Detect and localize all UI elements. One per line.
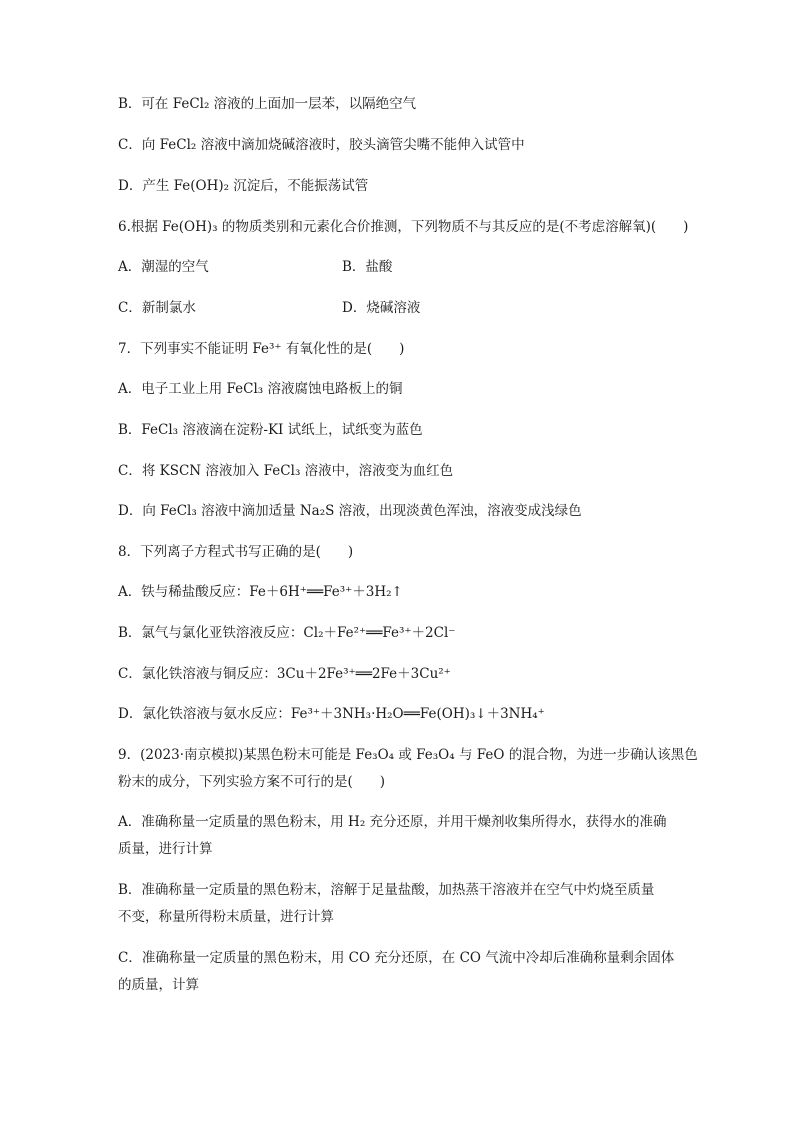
prev-option-b: B．可在 FeCl₂ 溶液的上面加一层苯，以隔绝空气 — [118, 96, 417, 112]
q7-option-a: A．电子工业上用 FeCl₃ 溶液腐蚀电路板上的铜 — [118, 381, 403, 397]
q9-stem-line2: 粉末的成分，下列实验方案不可行的是( ) — [118, 774, 386, 790]
q9-option-a-line2: 质量，进行计算 — [118, 841, 213, 857]
q9-stem-line1: 9．(2023·南京模拟)某黑色粉末可能是 Fe₃O₄ 或 Fe₃O₄ 与 FeO 的混合物，为进一步确认该黑色 — [118, 747, 698, 763]
prev-option-d: D．产生 Fe(OH)₂ 沉淀后，不能振荡试管 — [118, 178, 369, 194]
q8-option-b: B．氯气与氯化亚铁溶液反应：Cl₂＋Fe²⁺══Fe³⁺＋2Cl⁻ — [118, 625, 456, 641]
prev-option-c: C．向 FeCl₂ 溶液中滴加烧碱溶液时，胶头滴管尖嘴不能伸入试管中 — [118, 137, 525, 153]
q9-option-a-line1: A．准确称量一定质量的黑色粉末，用 H₂ 充分还原，并用干燥剂收集所得水，获得水的准确 — [118, 814, 667, 830]
q7-option-b: B．FeCl₃ 溶液滴在淀粉-KI 试纸上，试纸变为蓝色 — [118, 422, 423, 438]
q6-option-b: B．盐酸 — [342, 259, 393, 275]
q9-option-c-line1: C．准确称量一定质量的黑色粉末，用 CO 充分还原，在 CO 气流中冷却后准确称量剩余固体 — [118, 950, 675, 966]
q6-option-a: A．潮湿的空气 — [118, 259, 209, 275]
q9-option-b-line2: 不变，称量所得粉末质量，进行计算 — [118, 909, 334, 925]
q8-option-c: C．氯化铁溶液与铜反应：3Cu＋2Fe³⁺══2Fe＋3Cu²⁺ — [118, 666, 451, 682]
q6-option-d: D．烧碱溶液 — [342, 300, 421, 316]
q8-stem: 8．下列离子方程式书写正确的是( ) — [118, 544, 354, 560]
q6-stem: 6.根据 Fe(OH)₃ 的物质类别和元素化合价推测，下列物质不与其反应的是(不考虑溶解氧)( ) — [118, 219, 689, 235]
q7-option-d: D．向 FeCl₃ 溶液中滴加适量 Na₂S 溶液，出现淡黄色浑浊，溶液变成浅绿色 — [118, 503, 582, 519]
q7-stem: 7．下列事实不能证明 Fe³⁺ 有氧化性的是( ) — [118, 341, 405, 357]
q9-option-b-line1: B．准确称量一定质量的黑色粉末，溶解于足量盐酸，加热蒸干溶液并在空气中灼烧至质量 — [118, 882, 655, 898]
q8-option-a: A．铁与稀盐酸反应：Fe＋6H⁺══Fe³⁺＋3H₂↑ — [118, 584, 403, 600]
q9-option-c-line2: 的质量，计算 — [118, 977, 199, 993]
q6-option-c: C．新制氯水 — [118, 300, 196, 316]
q7-option-c: C．将 KSCN 溶液加入 FeCl₃ 溶液中，溶液变为血红色 — [118, 463, 454, 479]
q8-option-d: D．氯化铁溶液与氨水反应：Fe³⁺＋3NH₃·H₂O══Fe(OH)₃↓＋3NH₄⁺ — [118, 706, 545, 722]
